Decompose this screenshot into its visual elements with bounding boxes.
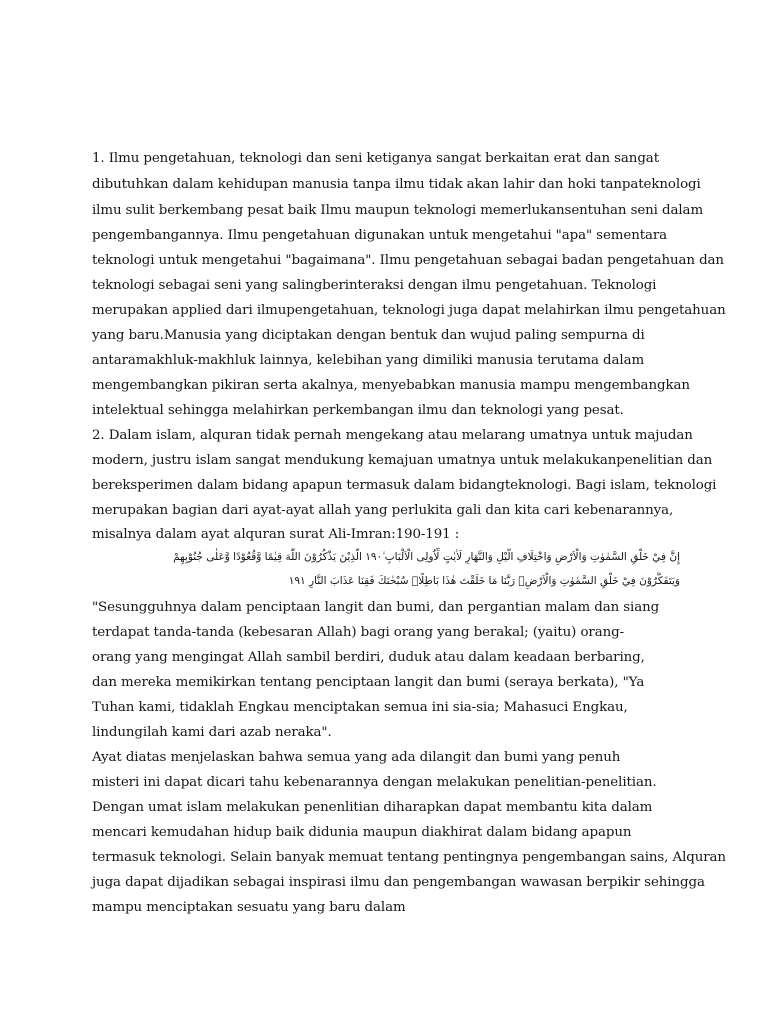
paragraph-3-line: misteri ini dapat dicari tahu kebenarannya dengan melakukan penelitian-penelitian. — [92, 775, 657, 790]
paragraph-3-line: Ayat diatas menjelaskan bahwa semua yang ada dilangit dan bumi yang penuh — [92, 750, 621, 765]
paragraph-3-line: mencari kemudahan hidup baik didunia maupun diakhirat dalam bidang apapun — [92, 825, 632, 840]
paragraph-2-line: misalnya dalam ayat alquran surat Ali-Imran:190-191 : — [92, 527, 460, 542]
paragraph-1-line: teknologi untuk mengetahui "bagaimana". Ilmu pengetahuan sebagai badan pengetahuan dan — [92, 253, 724, 268]
paragraph-1-line: teknologi sebagai seni yang salingberinteraksi dengan ilmu pengetahuan. Teknologi — [92, 278, 657, 293]
paragraph-3-line: termasuk teknologi. Selain banyak memuat tentang pentingnya pengembangan sains, Alquran — [92, 850, 726, 865]
paragraph-1-line: merupakan applied dari ilmupengetahuan, teknologi juga dapat melahirkan ilmu pengetahuan — [92, 303, 726, 318]
arabic-verse-line: وَيَتَفَكَّرُوْنَ فِيْ خَلْقِ السَّمٰوٰتِ وَالْاَرْضِۚ رَبَّنَا مَا خَلَقْتَ هٰذَا بَاطِلًاۚ سُبْحٰنَكَ فَقِنَا عَذَابَ النَّارِ ١٩١ — [288, 575, 680, 587]
translation-line: dan mereka memikirkan tentang penciptaan langit dan bumi (seraya berkata), "Ya — [92, 675, 645, 690]
paragraph-2-line: modern, justru islam sangat mendukung kemajuan umatnya untuk melakukanpenelitian dan — [92, 453, 713, 468]
paragraph-2-line: bereksperimen dalam bidang apapun termasuk dalam bidangteknologi. Bagi islam, teknologi — [92, 478, 717, 493]
paragraph-1-line: mengembangkan pikiran serta akalnya, menyebabkan manusia mampu mengembangkan — [92, 378, 690, 393]
paragraph-1-line: 1. Ilmu pengetahuan, teknologi dan seni ketiganya sangat berkaitan erat dan sangat — [92, 151, 659, 166]
paragraph-1-line: dibutuhkan dalam kehidupan manusia tanpa ilmu tidak akan lahir dan hoki tanpateknologi — [92, 177, 701, 192]
paragraph-3-line: mampu menciptakan sesuatu yang baru dalam — [92, 900, 406, 915]
paragraph-1-line: intelektual sehingga melahirkan perkembangan ilmu dan teknologi yang pesat. — [92, 403, 624, 418]
paragraph-1-line: yang baru.Manusia yang diciptakan dengan bentuk dan wujud paling sempurna di — [92, 328, 645, 343]
paragraph-1-line: antaramakhluk-makhluk lainnya, kelebihan yang dimiliki manusia terutama dalam — [92, 353, 645, 368]
translation-line: Tuhan kami, tidaklah Engkau menciptakan semua ini sia-sia; Mahasuci Engkau, — [92, 700, 628, 715]
translation-line: terdapat tanda-tanda (kebesaran Allah) bagi orang yang berakal; (yaitu) orang- — [92, 625, 625, 640]
paragraph-2-line: 2. Dalam islam, alquran tidak pernah mengekang atau melarang umatnya untuk majudan — [92, 428, 693, 443]
paragraph-3-line: Dengan umat islam melakukan penenlitian diharapkan dapat membantu kita dalam — [92, 800, 653, 815]
paragraph-1-line: ilmu sulit berkembang pesat baik Ilmu maupun teknologi memerlukansentuhan seni dalam — [92, 203, 704, 218]
translation-line: lindungilah kami dari azab neraka". — [92, 725, 332, 740]
paragraph-3-line: juga dapat dijadikan sebagai inspirasi ilmu dan pengembangan wawasan berpikir sehingga — [92, 875, 705, 890]
translation-line: "Sesungguhnya dalam penciptaan langit dan bumi, dan pergantian malam dan siang — [92, 600, 660, 615]
paragraph-1-line: pengembangannya. Ilmu pengetahuan digunakan untuk mengetahui "apa" sementara — [92, 228, 668, 243]
paragraph-2-line: merupakan bagian dari ayat-ayat allah yang perlukita gali dan kita cari kebenarannya, — [92, 503, 674, 518]
arabic-verse-line: إِنَّ فِيْ خَلْقِ السَّمٰوٰتِ وَالْاَرْضِ وَاخْتِلَافِ الَّيْلِ وَالنَّهَارِ لَاٰيٰتٍ لِّاُولِى الْاَلْبَابِ ۙ١٩٠ الَّذِيْنَ يَذْكُرُوْنَ اللّٰهَ قِيٰمًا وَّقُعُوْدًا وَّعَلٰى جُنُوْبِهِمْ — [173, 551, 680, 563]
translation-line: orang yang mengingat Allah sambil berdiri, duduk atau dalam keadaan berbaring, — [92, 650, 645, 665]
